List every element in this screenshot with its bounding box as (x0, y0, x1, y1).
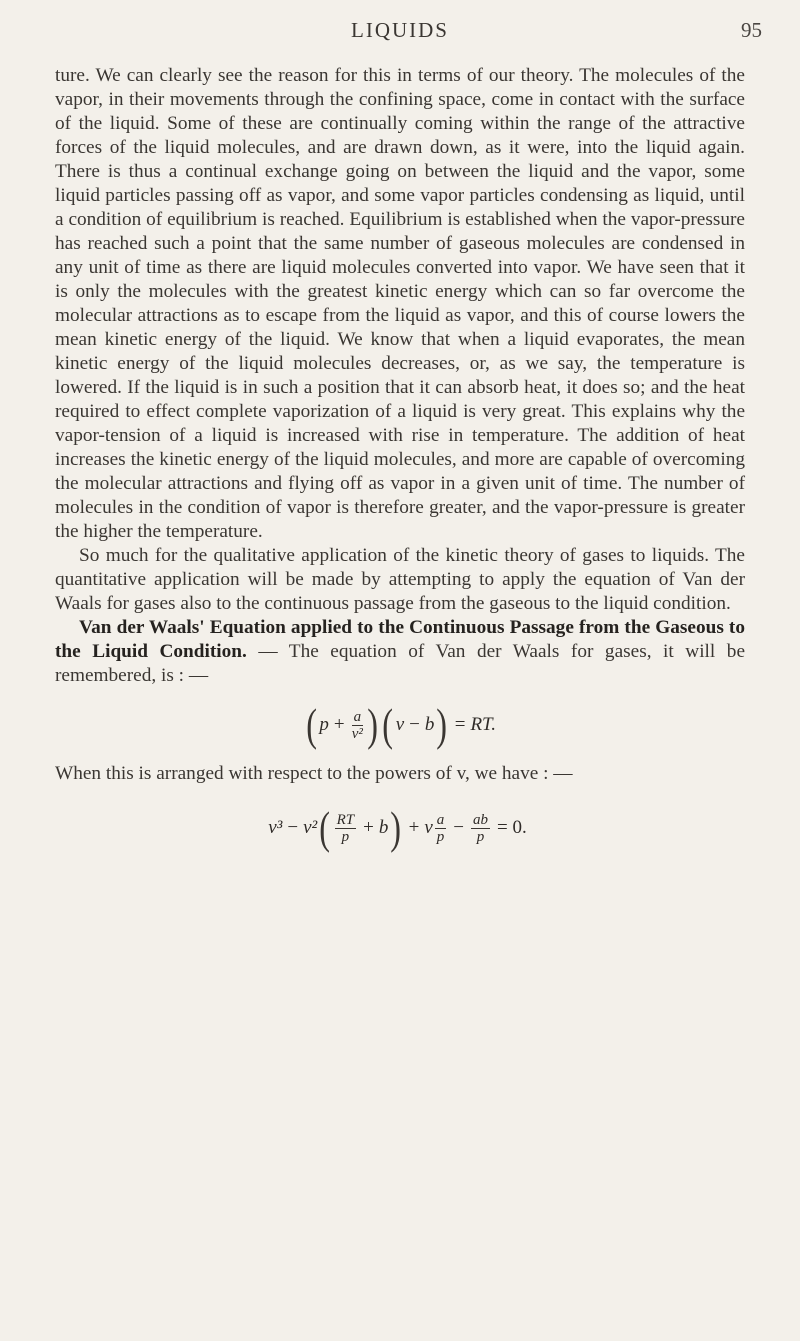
eq2-ab-denominator: p (476, 828, 485, 845)
section-paragraph (55, 616, 745, 688)
eq1-fraction (352, 709, 364, 742)
paragraph-continuation: ture. We can clearly see the reason for this in terms of our theory. The molecules of the vapor, in their movements through the confining space, come in contact with the surface of the liquid. Some of these are continually coming within the range of the attractive forces of the liquid molecules, and are drawn down, as it were, into the liquid again. There is thus a continual exchange going on between the liquid and the vapor, some liquid particles passing off as vapor, and some vapor particles condensing as liquid, until a condition of equilibrium is reached. Equilibrium is established when the vapor-pressure has reached such a point that the same number of gaseous molecules are condensed in any unit of time as there are liquid molecules converted into vapor. We have seen that it is only the molecules with the greatest kinetic energy which can so far overcome the molecular attractions as to escape from the liquid as vapor, and this of course lowers the mean kinetic energy of the liquid. We know that when a liquid evaporates, the mean kinetic energy of the liquid molecules decreases, or, as we say, the temperature is lowered. If the liquid is in such a position that it can absorb heat, it does so; and the heat required to effect complete vaporization of a liquid is very great. This explains why the vapor-tension of a liquid is increased with rise in temperature. The addition of heat increases the kinetic energy of the liquid molecules, and more are capable of overcoming the molecular attractions and flying off as vapor in a given unit of time. The number of molecules in the condition of vapor is therefore greater, and the vapor-pressure is greater the higher the temperature. (55, 65, 745, 542)
eq2-v: v (424, 817, 433, 838)
eq2-plus1: + (363, 817, 374, 838)
eq2-plus2: + (408, 817, 420, 838)
eq2-v3: v³ (268, 817, 283, 838)
page-number: 95 (741, 18, 762, 42)
eq2-minus2: − (453, 817, 465, 838)
eq1-frac-denominator: v² (351, 725, 363, 742)
eq1-equals: = (454, 714, 466, 735)
body-text (55, 64, 745, 870)
paragraph-qualitative: So much for the qualitative application of the kinetic theory of gases to liquids. The quantitative application will be made by attempting to apply the equation of Van der Waals for gases also to the continuous passage from the gaseous to the liquid condition. (55, 545, 745, 614)
eq2-a-numerator: a (436, 811, 445, 828)
eq2-rt-fraction (335, 812, 357, 845)
running-head (0, 18, 800, 58)
paragraph-arrangement: When this is arranged with respect to the powers of v, we have : — (55, 763, 573, 784)
eq2-a-fraction (435, 812, 447, 845)
eq1-frac-numerator: a (353, 708, 362, 725)
eq2-equals: = 0. (497, 817, 527, 838)
eq2-ab-numerator: ab (473, 811, 489, 828)
eq1-p: p (319, 714, 329, 735)
cubic-equation: v³ − v² ( $\frac{RT}{p}$ + b ) + v $\frac{a}{p}$ − $\frac{ab}{p}$ = 0. (268, 802, 527, 853)
eq1-v: v (395, 714, 405, 735)
section-intro-text: — The equation of Van der Waals for gases, it will be remembered, is : — (55, 641, 745, 686)
eq2-b: b (378, 817, 389, 838)
van-der-waals-equation: ( p + $\frac{a}{\text{v²}}$ ) ( v − b ) = RT. (306, 699, 496, 750)
eq2-ab-fraction (471, 812, 490, 845)
eq2-rt-denominator: p (341, 828, 350, 845)
eq1-minus: − (409, 714, 420, 735)
eq2-minus1: − (287, 817, 299, 838)
eq2-a-denominator: p (436, 828, 445, 845)
running-title: LIQUIDS (351, 18, 449, 42)
section-heading: Van der Waals' Equation applied to the Continuous Passage from the Gaseous to the Liquid Condition. (55, 617, 745, 662)
eq1-b: b (424, 714, 435, 735)
eq2-rt-numerator: RT (336, 811, 355, 828)
eq1-plus: + (333, 714, 345, 735)
eq1-rhs: RT. (470, 714, 496, 735)
eq2-v2: v² (303, 817, 318, 838)
